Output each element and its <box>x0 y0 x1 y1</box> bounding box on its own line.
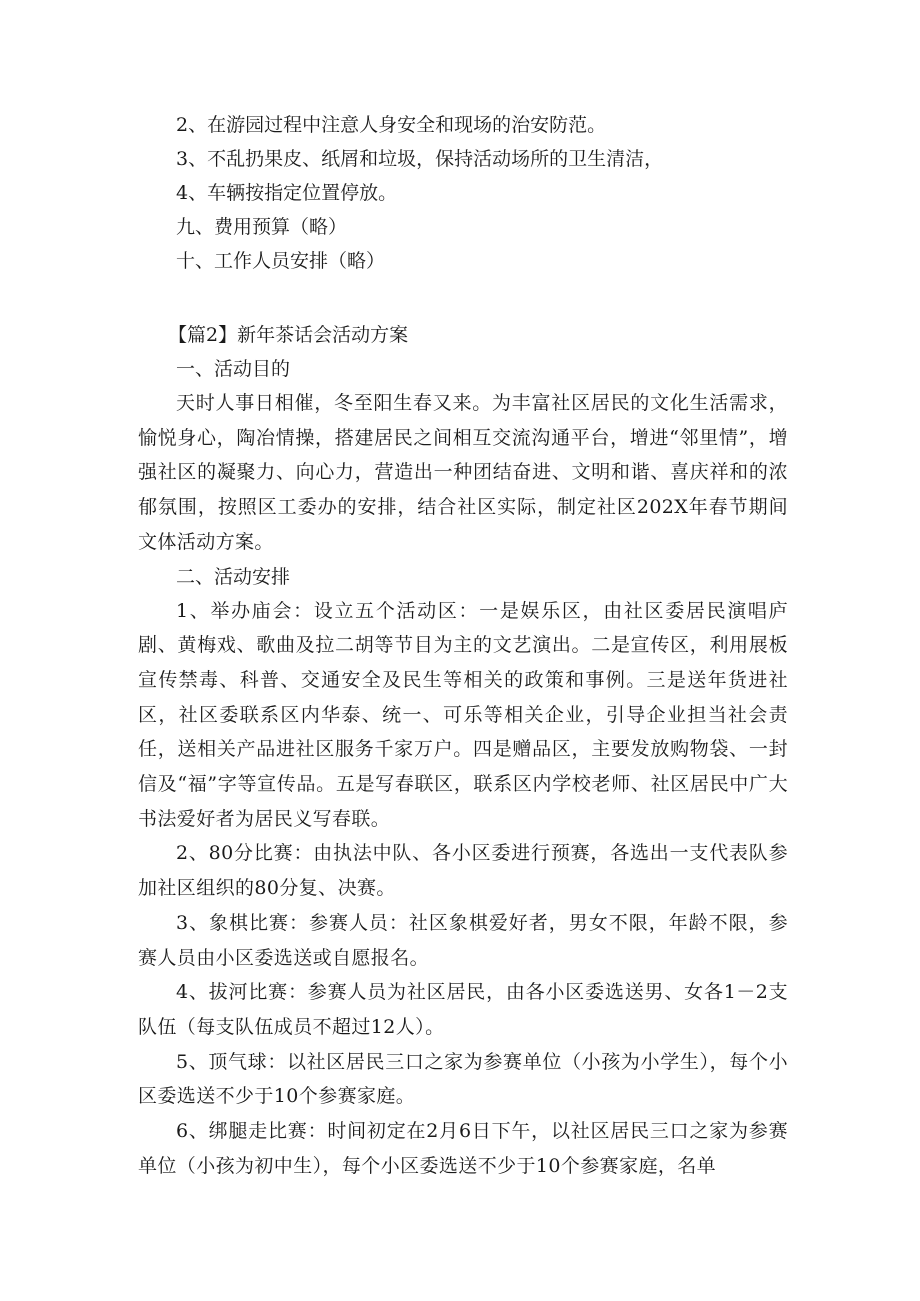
list-item: 九、费用预算（略） <box>176 216 348 238</box>
heading-purpose: 一、活动目的 <box>176 358 291 380</box>
heading-arrangement: 二、活动安排 <box>176 565 291 588</box>
list-item: 3、不乱扔果皮、纸屑和垃圾，保持活动场所的卫生清洁， <box>176 148 664 170</box>
list-item: 2、在游园过程中注意人身安全和现场的治安防范。 <box>176 114 607 136</box>
arrangement-item: 3、象棋比赛：参赛人员：社区象棋爱好者，男女不限，年龄不限，参赛人员由小区委选送或自愿报名。 <box>138 911 788 969</box>
arrangement-item: 6、绑腿走比赛：时间初定在2月6日下午，以社区居民三口之家为参赛单位（小孩为初中生），每个小区委选送不少于10个参赛家庭，名单 <box>138 1120 788 1177</box>
arrangement-item: 1、举办庙会：设立五个活动区：一是娱乐区，由社区委居民演唱庐剧、黄梅戏、歌曲及拉二胡等节目为主的文艺演出。二是宣传区，利用展板宣传禁毒、科普、交通安全及民生等相关的政策和事例。三是送年货进社区，社区委联系区内华泰、统一、可乐等相关企业，引导企业担当社会责任，送相关产品进社区服务千家万户。四是赠品区，主要发放购物袋、一封信及“福”字等宣传品。五是写春联区，联系区内学校老师、社区居民中广大书法爱好者为居民义写春联。 <box>138 599 788 830</box>
section-title: 【篇2】新年茶话会活动方案 <box>168 324 409 346</box>
arrangement-item: 5、顶气球：以社区居民三口之家为参赛单位（小孩为小学生），每个小区委选送不少于10个参赛家庭。 <box>138 1050 788 1108</box>
arrangement-item: 2、80分比赛：由执法中队、各小区委进行预赛，各选出一支代表队参加社区组织的80分复、决赛。 <box>138 842 788 900</box>
document-page <box>138 108 788 1183</box>
section-spacer <box>138 278 788 318</box>
purpose-paragraph: 天时人事日相催，冬至阳生春又来。为丰富社区居民的文化生活需求，愉悦身心，陶冶情操，搭建居民之间相互交流沟通平台，增进“邻里情”，增强社区的凝聚力、向心力，营造出一种团结奋进、文明和谐、喜庆祥和的浓郁氛围，按照区工委办的安排，结合社区实际，制定社区202X年春节期间文体活动方案。 <box>138 392 788 553</box>
list-item: 4、车辆按指定位置停放。 <box>176 182 398 204</box>
list-item: 十、工作人员安排（略） <box>176 250 386 272</box>
arrangement-item: 4、拔河比赛：参赛人员为社区居民，由各小区委选送男、女各1－2支队伍（每支队伍成员不超过12人）。 <box>138 981 788 1038</box>
